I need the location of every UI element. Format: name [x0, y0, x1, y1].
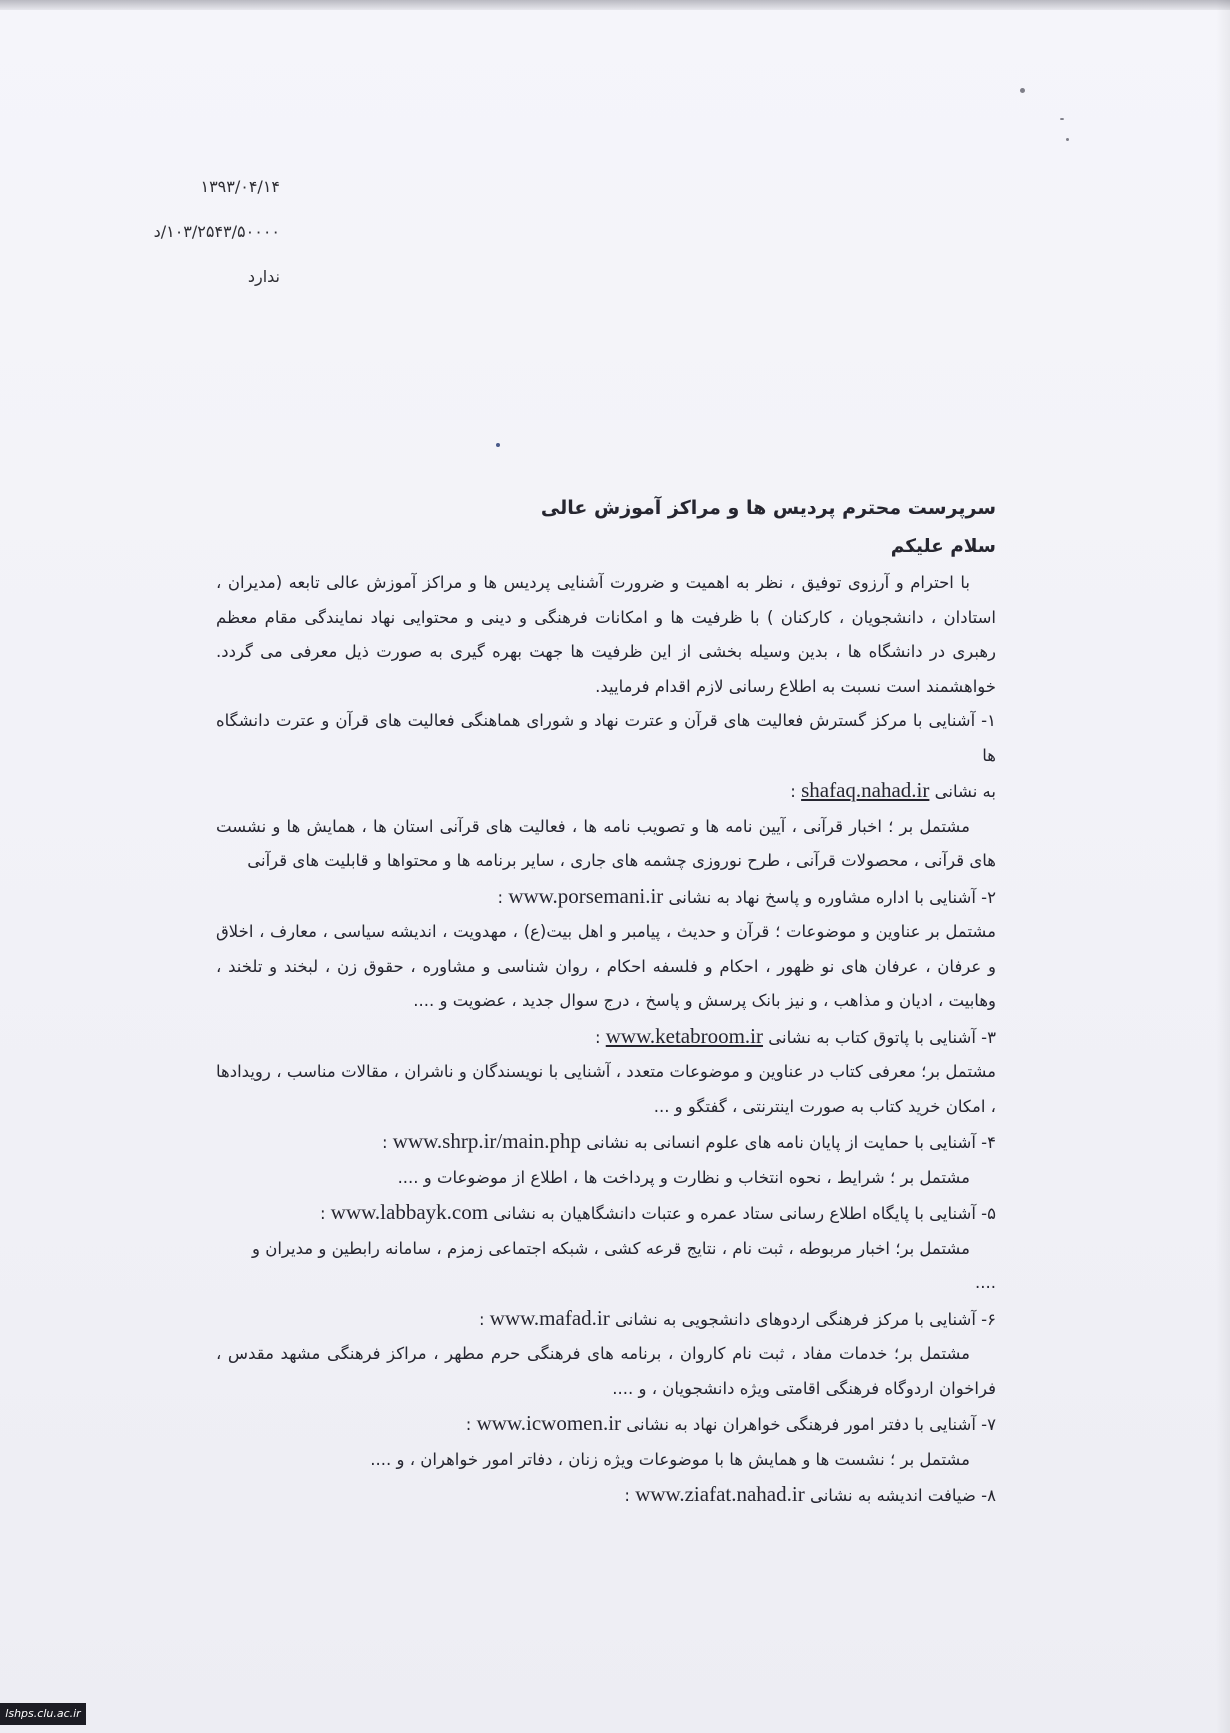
address-suffix: : [790, 782, 796, 801]
paper-edge-shadow [1216, 0, 1230, 1733]
list-item-title-line [216, 1195, 996, 1232]
list-item-title-line [216, 1019, 996, 1056]
website-link[interactable]: www.labbayk.com [330, 1200, 489, 1224]
list-item [216, 1301, 996, 1407]
list-item-title: ۱- آشنایی با مرکز گسترش فعالیت های قرآن و عترت نهاد و شورای هماهنگی فعالیت های قرآن و عترت دانشگاه ها [216, 711, 996, 765]
website-link[interactable]: shafaq.nahad.ir [801, 778, 930, 802]
letter-intro: با احترام و آرزوی توفیق ، نظر به اهمیت و ضرورت آشنایی پردیس ها و مراکز آموزش عالی تابعه (مدیران ، استادان ، دانشجویان ، کارکنان ) با ظرفیت ها و امکانات فرهنگی و دینی و محتوایی نهاد نمایندگی مقام معظم رهبری در دانشگاه ها ، بدین وسیله بخشی از این ظرفیت ها جهت بهره گیری به صورت ذیل معرفی می گردد. خواهشمند است نسبت به اطلاع رسانی لازم اقدام فرمایید. [216, 573, 996, 696]
letter-recipient: سرپرست محترم پردیس ها و مراکز آموزش عالی [540, 497, 996, 519]
list-item-title-line [216, 879, 996, 916]
list-item-description: مشتمل بر ؛ نشست ها و همایش ها با موضوعات ویژه زنان ، دفاتر امور خواهران ، و .... [370, 1449, 970, 1469]
letter-number: ۱۰۳/۲۵۴۳/۵۰۰۰۰/د [153, 222, 280, 241]
website-link[interactable]: www.mafad.ir [489, 1305, 610, 1330]
letter-date: ۱۳۹۳/۰۴/۱۴ [200, 177, 280, 196]
address-suffix: : [497, 887, 504, 907]
list-item-description: مشتمل بر ؛ شرایط ، نحوه انتخاب و نظارت و پرداخت ها ، اطلاع از موضوعات و .... [397, 1167, 970, 1187]
address-suffix: : [624, 1486, 630, 1505]
address-suffix: : [594, 1027, 601, 1047]
list-item-title: ۲- آشنایی با اداره مشاوره و پاسخ نهاد به نشانی [668, 887, 996, 907]
address-prefix: به نشانی [934, 782, 996, 801]
list-item-title: ۴- آشنایی با حمایت از پایان نامه های علوم انسانی به نشانی [586, 1133, 996, 1152]
list-item-title: ۶- آشنایی با مرکز فرهنگی اردوهای دانشجویی به نشانی [614, 1309, 996, 1329]
list-item-description: مشتمل بر؛ اخبار مربوطه ، ثبت نام ، نتایج قرعه کشی ، شبکه اجتماعی زمزم ، سامانه رابطین و مدیران و [252, 1238, 970, 1258]
scan-speck [1020, 88, 1025, 93]
scan-top-edge [0, 0, 1230, 10]
list-item [216, 1406, 996, 1477]
letter-attachment: ندارد [247, 267, 280, 286]
list-item-description: مشتمل بر عناوین و موضوعات ؛ قرآن و حدیث ، پیامبر و اهل بیت(ع) ، مهدویت ، اندیشه سیاسی ، معارف ، اخلاق و عرفان ، عرفان های نو ظهور ، احکام و فلسفه احکام ، روان شناسی و مشاوره ، حقوق زن ، لبخند و تلخند ، وهابیت ، ادیان و مذاهب ، و نیز بانک پرسش و پاسخ ، درج سوال جدید ، عضویت و .... [216, 922, 996, 1010]
list-item [216, 879, 996, 1019]
list-item [216, 1477, 996, 1514]
list-item-title: ۷- آشنایی با دفتر امور فرهنگی خواهران نهاد به نشانی [626, 1415, 996, 1434]
website-link[interactable]: www.ketabroom.ir [605, 1023, 764, 1048]
scan-speck [1066, 138, 1069, 141]
website-link[interactable]: www.ziafat.nahad.ir [635, 1482, 805, 1506]
list-item [216, 1195, 996, 1301]
list-item-title-line [216, 1406, 996, 1443]
list-item-title-line [216, 1124, 996, 1161]
list-item-description: مشتمل بر؛ خدمات مفاد ، ثبت نام کاروان ، برنامه های فرهنگی حرم مطهر ، مراکز فرهنگی مشهد مقدس ، فراخوان اردوگاه فرهنگی اقامتی ویژه دانشجویان ، و .... [216, 1344, 996, 1398]
address-suffix: : [478, 1309, 485, 1329]
address-suffix: : [319, 1204, 326, 1223]
list-item-description: مشتمل بر ؛ اخبار قرآنی ، آیین نامه ها و تصویب نامه ها ، فعالیت های قرآنی استان ها ، همایش ها و نشست های قرآنی ، محصولات قرآنی ، طرح نوروزی چشمه های جاری ، سایر برنامه ها و محتواها و قابلیت های قرآنی [216, 816, 996, 870]
address-suffix: : [465, 1415, 472, 1434]
letter-body [216, 488, 996, 1514]
list-item-address [216, 773, 996, 810]
list-item-title-line [216, 1301, 996, 1338]
list-item-description: مشتمل بر؛ معرفی کتاب در عناوین و موضوعات متعدد ، آشنایی با نویسندگان و ناشران ، مقالات مناسب ، رویدادها ، امکان خرید کتاب به صورت اینترنتی ، گفتگو و ... [216, 1062, 996, 1116]
list-item [216, 1124, 996, 1195]
website-link[interactable]: www.shrp.ir/main.php [392, 1129, 581, 1153]
website-link[interactable]: www.porsemani.ir [508, 883, 664, 908]
address-suffix: : [381, 1133, 388, 1152]
list-item-title-line [216, 1477, 996, 1514]
source-watermark-tag: lshps.clu.ac.ir [0, 1703, 86, 1725]
website-link[interactable]: www.icwomen.ir [476, 1411, 622, 1435]
scan-speck [496, 443, 500, 447]
letter-header-meta [120, 175, 280, 310]
list-item-title: ۳- آشنایی با پاتوق کتاب به نشانی [768, 1027, 996, 1047]
description-continuation: .... [975, 1273, 996, 1292]
list-item [216, 704, 996, 879]
list-item [216, 1019, 996, 1125]
list-item-title: ۸- ضیافت اندیشه به نشانی [809, 1486, 996, 1505]
list-item-title: ۵- آشنایی با پایگاه اطلاع رسانی ستاد عمره و عتبات دانشگاهیان به نشانی [493, 1204, 996, 1223]
scan-speck [1060, 118, 1064, 120]
letter-greeting: سلام علیکم [890, 536, 996, 557]
